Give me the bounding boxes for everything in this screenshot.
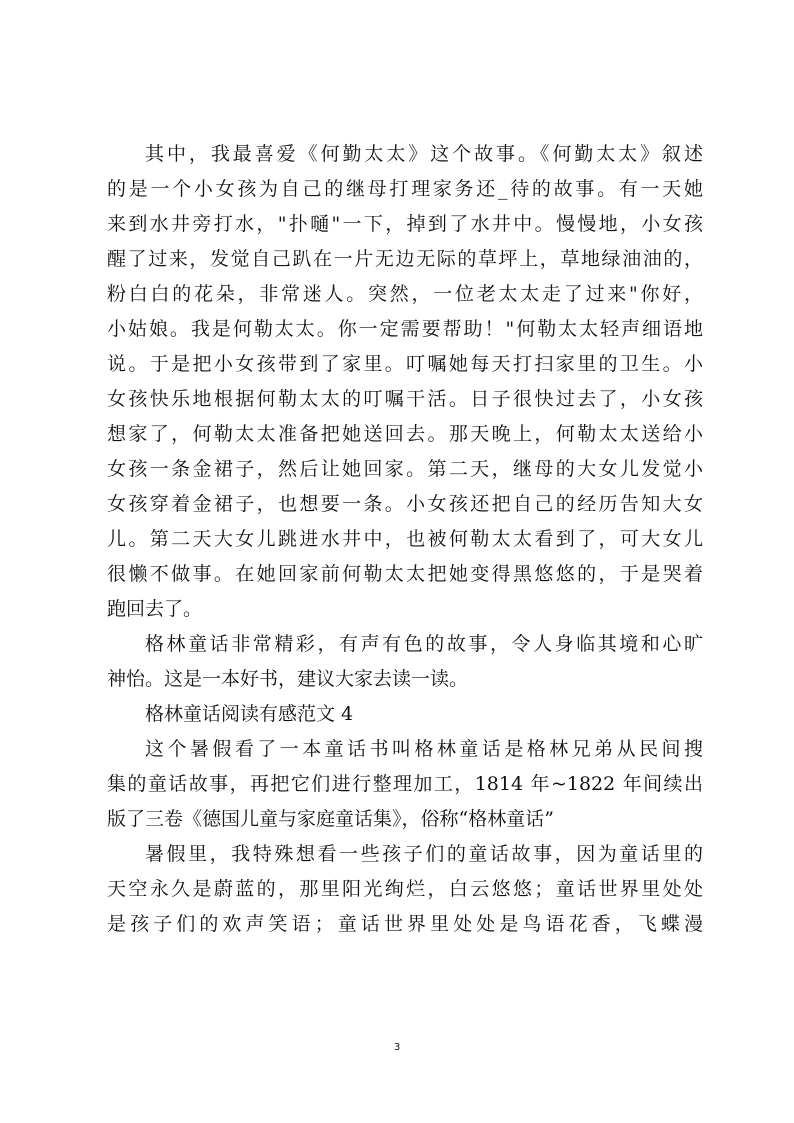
- paragraph-line: 天空永久是蔚蓝的，那里阳光绚烂，白云悠悠；童话世界里处处: [107, 878, 703, 900]
- paragraph-line: 暑假里，我特殊想看一些孩子们的童话故事，因为童话里的: [145, 843, 703, 865]
- paragraph-line: 说。于是把小女孩带到了家里。叮嘱她每天打扫家里的卫生。小: [107, 353, 703, 375]
- paragraph-line: 是孩子们的欢声笑语；童话世界里处处是鸟语花香，飞蝶漫: [107, 913, 703, 935]
- paragraph-line: 的是一个小女孩为自己的继母打理家务还_待的故事。有一天她: [107, 178, 703, 200]
- paragraph-line: 女孩穿着金裙子，也想要一条。小女孩还把自己的经历告知大女: [107, 493, 703, 515]
- paragraph-line: 女孩快乐地根据何勒太太的叮嘱干活。日子很快过去了，小女孩: [107, 388, 703, 410]
- page-number: 3: [393, 1042, 401, 1053]
- paragraph-line: 这个暑假看了一本童话书叫格林童话是格林兄弟从民间搜: [145, 738, 703, 760]
- paragraph-line: 其中，我最喜爱《何勤太太》这个故事。《何勤太太》叙述: [145, 143, 703, 165]
- paragraph-line: 来到水井旁打水，"扑嗵"一下，掉到了水井中。慢慢地，小女孩: [107, 213, 703, 235]
- paragraph-line: 女孩一条金裙子，然后让她回家。第二天，继母的大女儿发觉小: [107, 458, 703, 480]
- paragraph-line: 小姑娘。我是何勒太太。你一定需要帮助！"何勒太太轻声细语地: [107, 318, 703, 340]
- paragraph-line: 儿。第二天大女儿跳进水井中，也被何勒太太看到了，可大女儿: [107, 528, 703, 550]
- paragraph-line: 醒了过来，发觉自己趴在一片无边无际的草坪上，草地绿油油的，: [107, 248, 703, 270]
- paragraph-line: 集的童话故事，再把它们进行整理加工，1814 年~1822 年间续出: [107, 773, 703, 795]
- paragraph-line: 神怡。这是一本好书，建议大家去读一读。: [107, 668, 469, 690]
- paragraph-line: 粉白白的花朵，非常迷人。突然，一位老太太走了过来"你好，: [107, 283, 703, 305]
- paragraph-line: 格林童话非常精彩，有声有色的故事，令人身临其境和心旷: [145, 633, 703, 655]
- paragraph-line: 很懒不做事。在她回家前何勒太太把她变得黑悠悠的，于是哭着: [107, 563, 703, 585]
- document-body: [107, 137, 703, 942]
- paragraph-line: 跑回去了。: [107, 598, 203, 620]
- section-heading: 格林童话阅读有感范文 4: [145, 703, 354, 725]
- paragraph-line: 想家了，何勒太太准备把她送回去。那天晚上，何勒太太送给小: [107, 423, 703, 445]
- paragraph-line: 版了三卷《德国儿童与家庭童话集》，俗称“格林童话”: [107, 808, 554, 830]
